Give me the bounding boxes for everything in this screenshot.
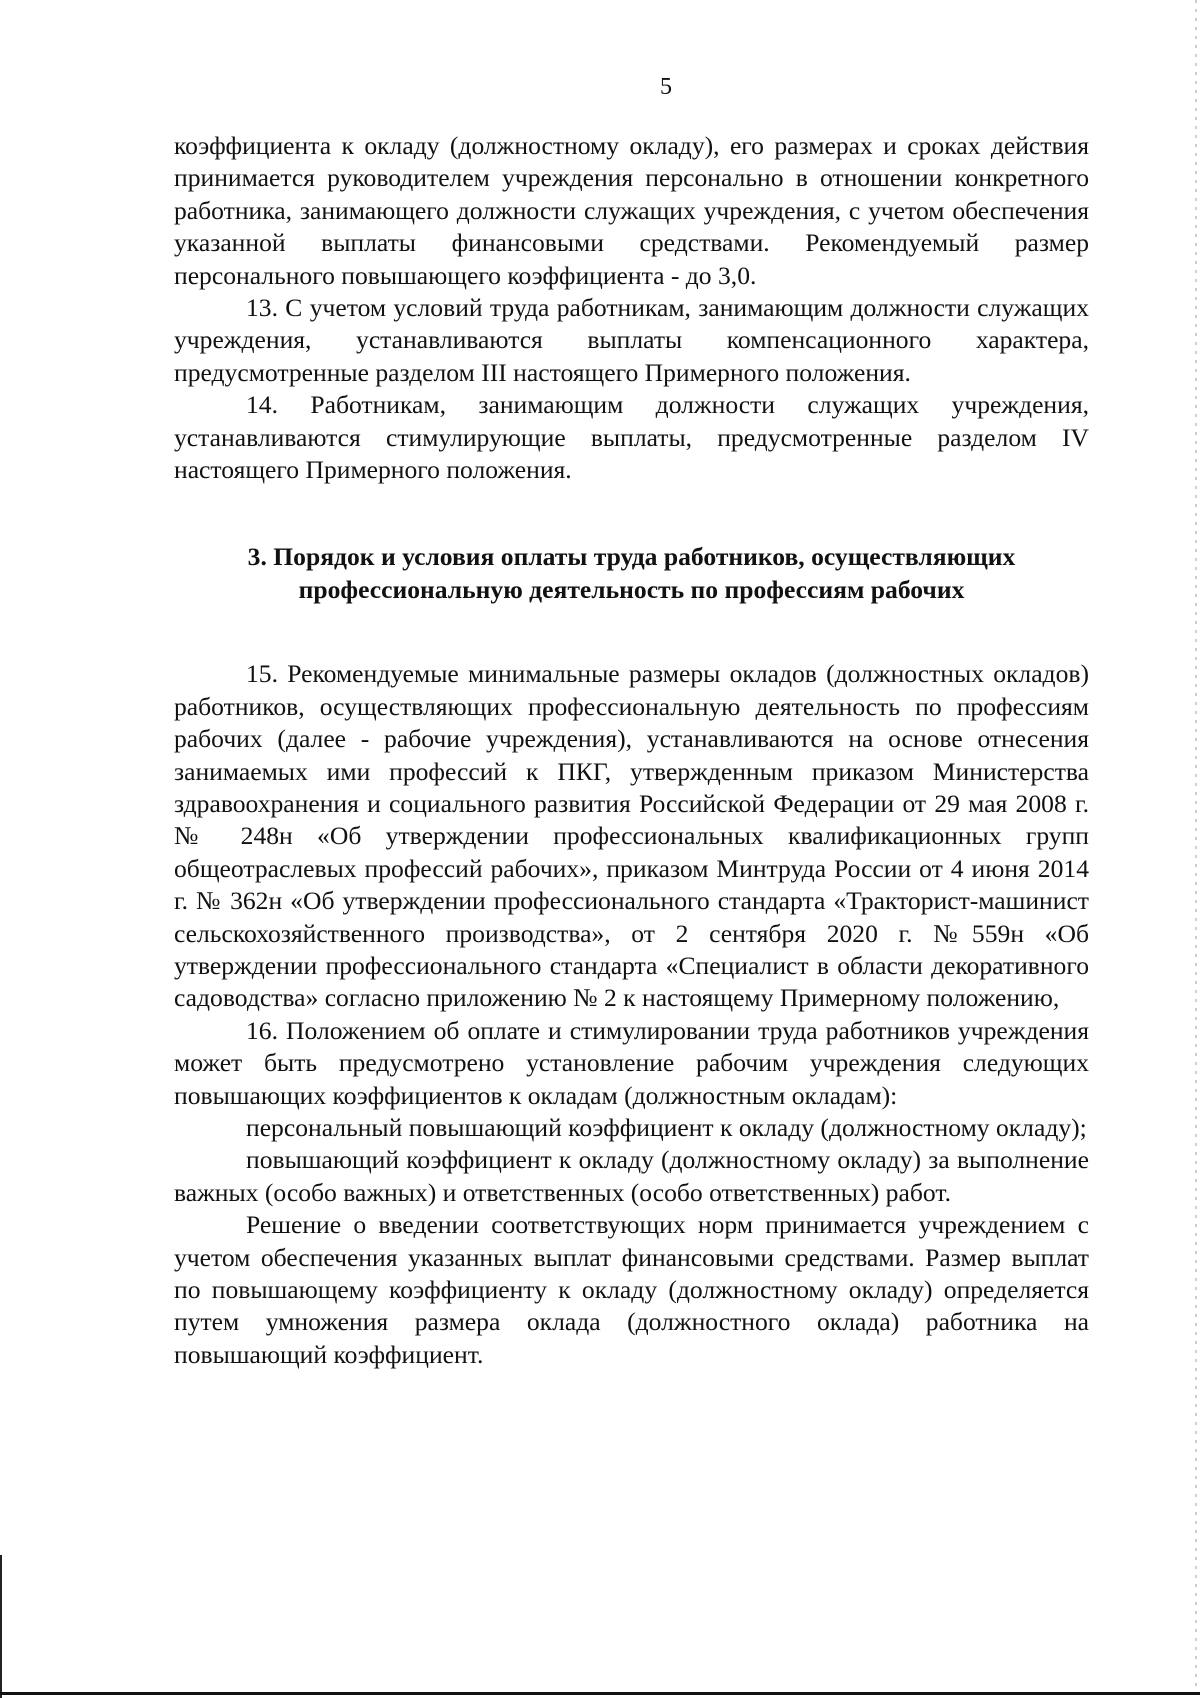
paragraph-16c: Решение о введении соответствующих норм принимается учреждением с учетом обеспечения указанных выплат финансовыми средствами. Размер выплат по повышающему коэффициенту к окладу (должностному окладу) определяется путем умножения размера оклада (должностного оклада) работника на повышающий коэффициент. (174, 1210, 1089, 1369)
section-heading-line-1: 3. Порядок и условия оплаты труда работников, осуществляющих (247, 542, 1016, 572)
section-heading (174, 541, 1089, 606)
paragraph-15: 15. Рекомендуемые минимальные размеры окладов (должностных окладов) работников, осуществляющих профессиональную деятельность по профессиям рабочих (далее - рабочие учреждения), устанавливаются на основе отнесения занимаемых ими профессий к ПКГ, утвержденным приказом Министерства здравоохранения и социального развития Российской Федерации от 29 мая 2008 г. № 248н «Об утверждении профессиональных квалификационных групп общеотраслевых профессий рабочих», приказом Минтруда России от 4 июня 2014 г. № 362н «Об утверждении профессионального стандарта «Тракторист-машинист сельскохозяйственного производства», от 2 сентября 2020 г. №559н «Об утверждении профессионального стандарта «Специалист в области декоративного садоводства» согласно приложению № 2 к настоящему Примерному положению, (174, 659, 1089, 1013)
section-heading-line-2: профессиональную деятельность по профессиям рабочих (298, 574, 965, 604)
document-body (174, 130, 1089, 1371)
paragraph-16a: персональный повышающий коэффициент к окладу (должностному окладу); (246, 1112, 1087, 1142)
paragraph-14: 14. Работникам, занимающим должности служащих учреждения, устанавливаются стимулирующие выплаты, предусмотренные разделом IV настоящего Примерного положения. (174, 390, 1089, 485)
paragraphs-after-section (174, 658, 1089, 1371)
page-number: 5 (660, 74, 672, 100)
paragraph-16b: повышающий коэффициент к окладу (должностному окладу) за выполнение важных (особо важных) и ответственных (особо ответственных) работ. (174, 1145, 1089, 1207)
scan-edge-left (0, 1555, 2, 1698)
paragraph-16: 16. Положением об оплате и стимулировании труда работников учреждения может быть предусмотрено установление рабочим учреждения следующих повышающих коэффициентов к окладам (должностным окладам): (174, 1015, 1089, 1110)
paragraphs-before-section (174, 130, 1089, 486)
paragraph-13: 13. С учетом условий труда работникам, занимающим должности служащих учреждения, устанавливаются выплаты компенсационного характера, предусмотренные разделом III настоящего Примерного положения. (174, 293, 1089, 387)
scan-edge-right (1195, 0, 1197, 1698)
scan-edge-bottom (0, 1692, 1200, 1695)
paragraph-cont: коэффициента к окладу (должностному окладу), его размерах и сроках действия принимается руководителем учреждения персонально в отношении конкретного работника, занимающего должности служащих учреждения, с учетом обеспечения указанной выплаты финансовыми средствами. Рекомендуемый размер персонального повышающего коэффициента - до 3,0. (174, 131, 1089, 290)
